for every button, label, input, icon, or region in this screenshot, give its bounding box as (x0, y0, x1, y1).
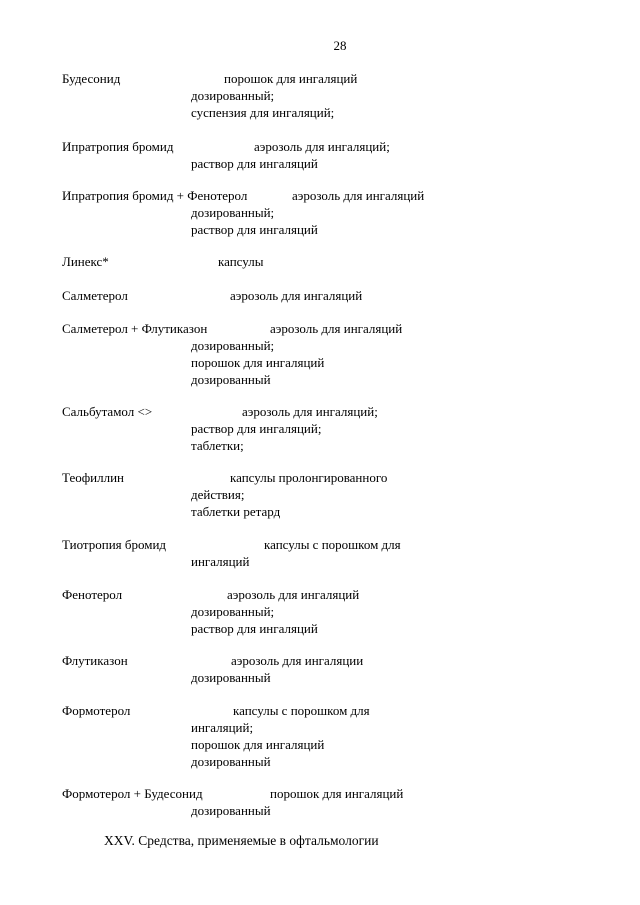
dosage-form-line: раствор для ингаляций (191, 621, 318, 636)
dosage-form-line: дозированный; (191, 338, 275, 353)
dosage-form-line: порошок для ингаляций (191, 355, 325, 370)
dosage-form-continuation (191, 420, 321, 454)
dosage-form-line: дозированный (191, 754, 271, 769)
dosage-form-line: дозированный; (191, 205, 275, 220)
dosage-form-line: дозированный; (191, 88, 275, 103)
dosage-form: аэрозоль для ингаляций; (254, 139, 390, 154)
dosage-form: аэрозоль для ингаляций; (242, 404, 378, 419)
dosage-form-line: дозированный (191, 803, 271, 818)
drug-name: Флутиказон (62, 653, 128, 668)
dosage-form-continuation (191, 204, 318, 238)
dosage-form: аэрозоль для ингаляций (227, 587, 360, 602)
section-heading: XXV. Средства, применяемые в офтальмологии (104, 833, 379, 848)
dosage-form-line: раствор для ингаляций (191, 156, 318, 171)
drug-name: Тиотропия бромид (62, 537, 167, 552)
dosage-form-line: таблетки ретард (191, 504, 281, 519)
drug-name: Формотерол (62, 703, 131, 718)
dosage-form-line: ингаляций; (191, 720, 254, 735)
dosage-form-line: действия; (191, 487, 245, 502)
dosage-form-line: порошок для ингаляций (191, 737, 325, 752)
dosage-form-line: таблетки; (191, 438, 244, 453)
dosage-form: порошок для ингаляций (270, 786, 404, 801)
dosage-form-continuation (191, 337, 324, 388)
dosage-form-line: раствор для ингаляций; (191, 421, 322, 436)
drug-name: Салметерол (62, 288, 128, 303)
dosage-form: аэрозоль для ингаляции (231, 653, 364, 668)
dosage-form: аэрозоль для ингаляций (270, 321, 403, 336)
dosage-form: капсулы с порошком для (264, 537, 401, 552)
dosage-form: капсулы пролонгированного (230, 470, 388, 485)
dosage-form-continuation (191, 155, 318, 172)
dosage-form-continuation (191, 486, 280, 520)
drug-name: Сальбутамол <> (62, 404, 153, 419)
dosage-form: капсулы с порошком для (233, 703, 370, 718)
dosage-form-line: суспензия для ингаляций; (191, 105, 335, 120)
drug-name: Теофиллин (62, 470, 124, 485)
dosage-form-continuation (191, 603, 318, 637)
dosage-form-continuation (191, 719, 324, 770)
dosage-form: капсулы (218, 254, 264, 269)
dosage-form-continuation (191, 669, 271, 686)
dosage-form: аэрозоль для ингаляций (230, 288, 363, 303)
dosage-form: аэрозоль для ингаляций (292, 188, 425, 203)
drug-name: Салметерол + Флутиказон (62, 321, 208, 336)
dosage-form-continuation (191, 87, 334, 121)
dosage-form: порошок для ингаляций (224, 71, 358, 86)
dosage-form-line: ингаляций (191, 554, 250, 569)
drug-name: Фенотерол (62, 587, 123, 602)
dosage-form-line: дозированный (191, 372, 271, 387)
dosage-form-continuation (191, 553, 249, 570)
dosage-form-line: дозированный; (191, 604, 275, 619)
dosage-form-line: раствор для ингаляций (191, 222, 318, 237)
drug-name: Формотерол + Будесонид (62, 786, 203, 801)
page-number: 28 (333, 38, 347, 53)
dosage-form-continuation (191, 802, 271, 819)
drug-name: Ипратропия бромид (62, 139, 174, 154)
drug-name: Ипратропия бромид + Фенотерол (62, 188, 248, 203)
dosage-form-line: дозированный (191, 670, 271, 685)
drug-name: Линекс* (62, 254, 109, 269)
drug-name: Будесонид (62, 71, 121, 86)
